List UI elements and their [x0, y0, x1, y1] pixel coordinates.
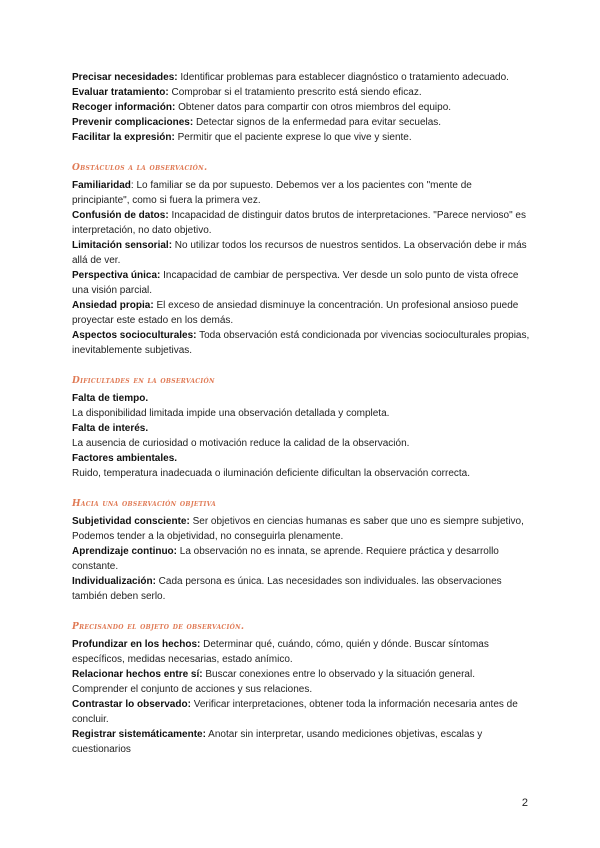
obstaculo-item	[72, 238, 532, 268]
item-text: Ser objetivos en ciencias humanas es saber que uno es siempre subjetivo, Podemos tender a la objetividad, no conseguirla plenamente.	[72, 516, 524, 542]
precisando-item	[72, 697, 532, 727]
item-text: Cada persona es única. Las necesidades son individuales. las observaciones también deben serlo.	[72, 576, 502, 602]
item-text: : Lo familiar se da por supuesto. Debemos ver a los pacientes con "mente de principiante", como si fuera la primera vez.	[72, 180, 472, 206]
obstaculo-item	[72, 298, 532, 328]
item-term: Familiaridad	[72, 180, 131, 191]
item-term: Contrastar lo observado:	[72, 699, 191, 710]
item-term: Registrar sistemáticamente:	[72, 729, 206, 740]
obstaculo-item	[72, 178, 532, 208]
precisando-item	[72, 727, 532, 757]
item-text: Detectar signos de la enfermedad para evitar secuelas.	[193, 117, 442, 128]
item-term: Evaluar tratamiento:	[72, 87, 169, 98]
dificultad-term: Falta de tiempo.	[72, 393, 149, 404]
item-term: Aprendizaje continuo:	[72, 546, 177, 557]
section-heading-precisando: Precisando el objeto de observación.	[72, 622, 245, 632]
dificultad-term: Falta de interés.	[72, 423, 149, 434]
intro-item	[72, 130, 532, 145]
item-text: Comprobar si el tratamiento prescrito está siendo eficaz.	[168, 87, 422, 98]
page-number: 2	[521, 797, 528, 809]
intro-item	[72, 70, 532, 85]
document-body	[72, 70, 532, 757]
item-term: Individualización:	[72, 576, 156, 587]
item-text: No utilizar todos los recursos de nuestros sentidos. La observación debe ir más allá de ver.	[72, 240, 527, 266]
item-term: Precisar necesidades:	[72, 72, 178, 83]
intro-item	[72, 115, 532, 130]
item-term: Perspectiva única:	[72, 270, 161, 281]
item-text: La observación no es innata, se aprende. Requiere práctica y desarrollo constante.	[72, 546, 499, 572]
item-text: Verificar interpretaciones, obtener toda la información necesaria antes de concluir.	[72, 699, 518, 725]
intro-item	[72, 85, 532, 100]
precisando-item	[72, 637, 532, 667]
hacia-item	[72, 544, 532, 574]
dificultad-term: Factores ambientales.	[72, 453, 178, 464]
item-text: Toda observación está condicionada por vivencias socioculturales propias, inevitablemente subjetivas.	[72, 330, 530, 356]
item-text: Determinar qué, cuándo, cómo, quién y dónde. Buscar síntomas específicos, medidas necesarias, estado anímico.	[72, 639, 489, 665]
item-term: Ansiedad propia:	[72, 300, 154, 311]
item-text: Incapacidad de cambiar de perspectiva. Ver desde un solo punto de vista ofrece una visión parcial.	[72, 270, 519, 296]
item-text: Incapacidad de distinguir datos brutos de interpretaciones. "Parece nervioso" es interpretación, no dato objetivo.	[72, 210, 526, 236]
intro-item	[72, 100, 532, 115]
dificultad-text: Ruido, temperatura inadecuada o iluminación deficiente dificultan la observación correcta.	[72, 468, 471, 479]
item-term: Subjetividad consciente:	[72, 516, 190, 527]
obstaculo-item	[72, 268, 532, 298]
item-term: Relacionar hechos entre sí:	[72, 669, 203, 680]
item-text: Permitir que el paciente exprese lo que vive y siente.	[174, 132, 412, 143]
section-heading-obstaculos: Obstáculos a la observación.	[72, 163, 208, 173]
dificultad-text: La disponibilidad limitada impide una observación detallada y completa.	[72, 408, 390, 419]
precisando-item	[72, 667, 532, 697]
item-text: Obtener datos para compartir con otros miembros del equipo.	[175, 102, 452, 113]
obstaculo-item	[72, 208, 532, 238]
item-text: Identificar problemas para establecer diagnóstico o tratamiento adecuado.	[177, 72, 509, 83]
obstaculo-item	[72, 328, 532, 358]
item-text: El exceso de ansiedad disminuye la concentración. Un profesional ansioso puede proyectar este estado en los demás.	[72, 300, 519, 326]
section-heading-dificultades: Dificultades en la observación	[72, 376, 215, 386]
item-text: Buscar conexiones entre lo observado y la situación general. Comprender el conjunto de acciones y sus relaciones.	[72, 669, 475, 695]
item-term: Limitación sensorial:	[72, 240, 173, 251]
section-heading-hacia: Hacia una observación objetiva	[72, 499, 217, 509]
item-term: Aspectos socioculturales:	[72, 330, 197, 341]
hacia-item	[72, 514, 532, 544]
dificultad-text: La ausencia de curiosidad o motivación reduce la calidad de la observación.	[72, 438, 410, 449]
item-term: Prevenir complicaciones:	[72, 117, 194, 128]
item-term: Confusión de datos:	[72, 210, 169, 221]
hacia-item	[72, 574, 532, 604]
item-term: Facilitar la expresión:	[72, 132, 175, 143]
item-term: Recoger información:	[72, 102, 176, 113]
item-text: Anotar sin interpretar, usando mediciones objetivas, escalas y cuestionarios	[72, 729, 483, 755]
item-term: Profundizar en los hechos:	[72, 639, 201, 650]
